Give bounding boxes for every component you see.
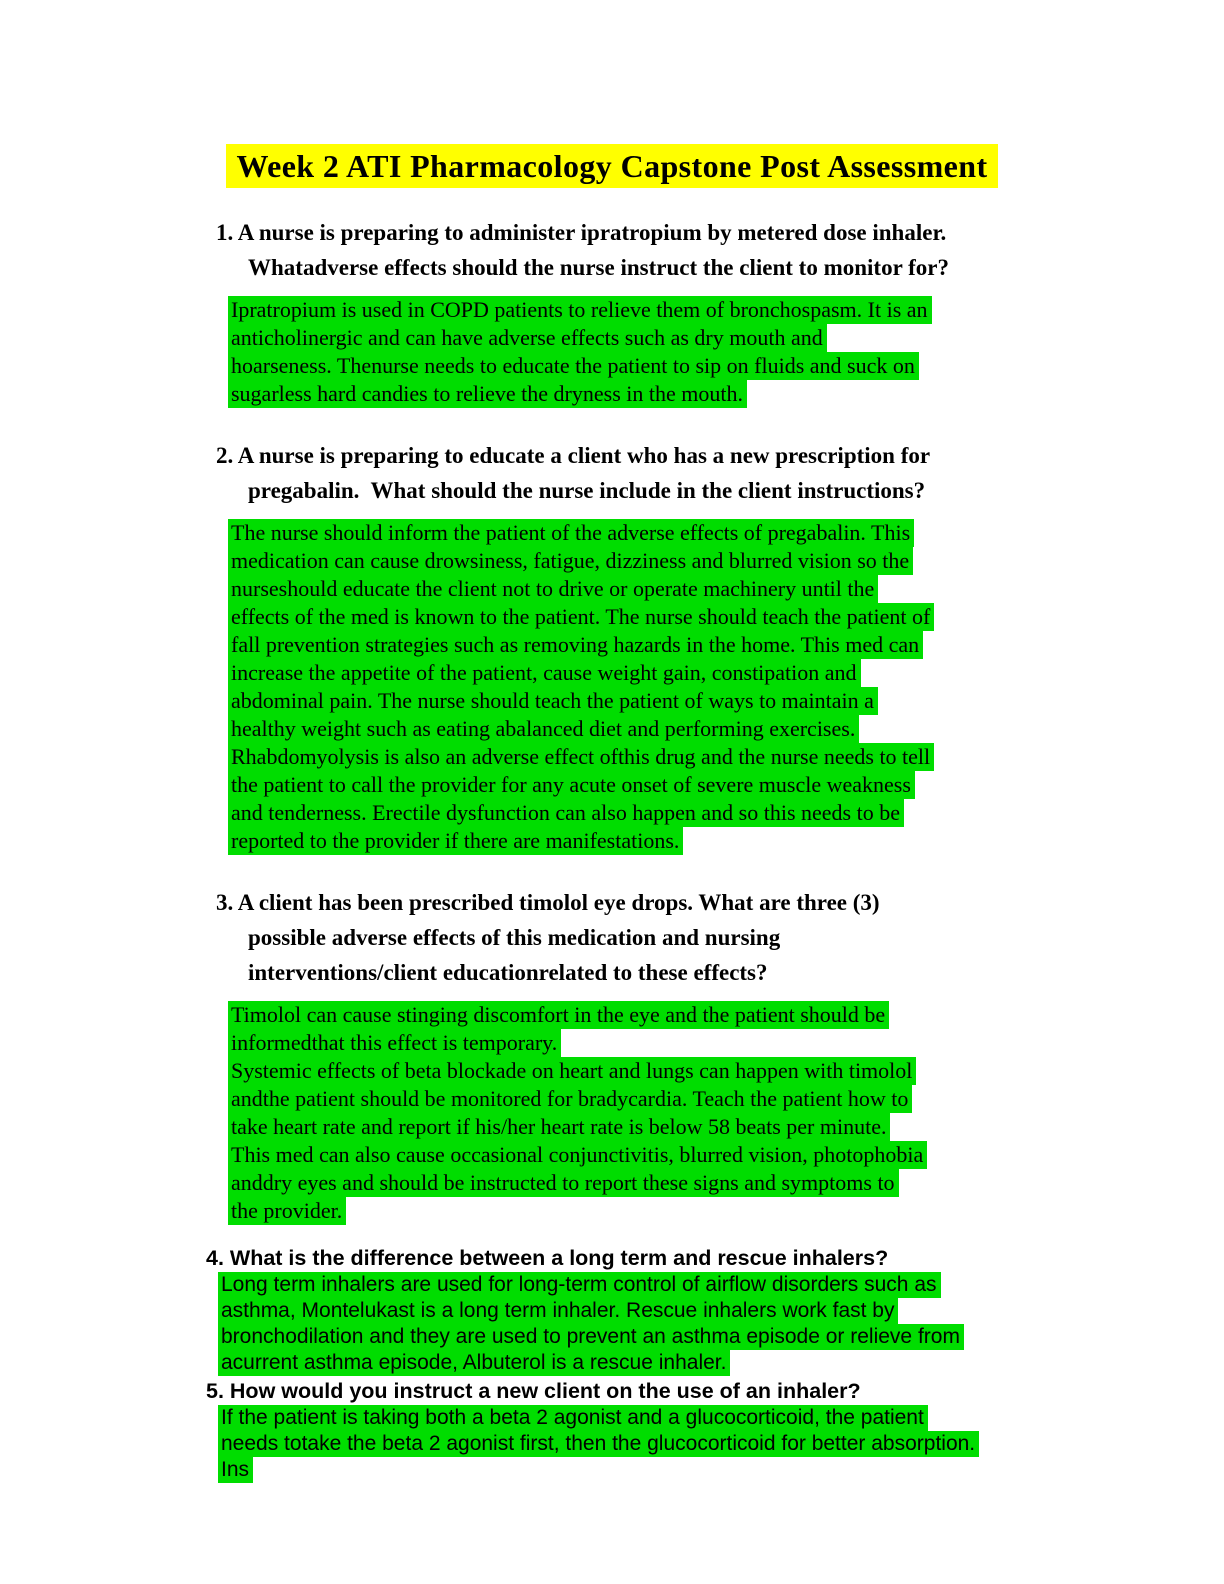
question-line: 4. What is the difference between a long term and rescue inhalers?	[206, 1246, 889, 1270]
answer-line	[218, 1431, 1076, 1457]
answer-line	[228, 1169, 1076, 1197]
answer-line	[228, 324, 1076, 352]
answer-line	[228, 659, 1076, 687]
answer-line	[218, 1298, 1076, 1324]
highlighted-text: Systemic effects of beta blockade on heart and lungs can happen with timolol	[228, 1057, 916, 1085]
highlighted-text: informedthat this effect is temporary.	[228, 1029, 561, 1057]
answer-line	[218, 1350, 1076, 1376]
answer-line	[228, 1141, 1076, 1169]
highlighted-text: needs totake the beta 2 agonist first, then the glucocorticoid for better absorption.	[218, 1431, 979, 1457]
answer-line	[218, 1324, 1076, 1350]
highlighted-text: abdominal pain. The nurse should teach the patient of ways to maintain a	[228, 687, 878, 715]
answer-line	[218, 1405, 1076, 1431]
highlighted-text: acurrent asthma episode, Albuterol is a rescue inhaler.	[218, 1350, 730, 1376]
highlighted-text: sugarless hard candies to relieve the dryness in the mouth.	[228, 380, 747, 408]
answer-line	[228, 827, 1076, 855]
question-line: 3. A client has been prescribed timolol eye drops. What are three (3)	[216, 890, 880, 915]
answer-q1	[228, 296, 1076, 408]
answer-line	[228, 799, 1076, 827]
highlighted-text: Long term inhalers are used for long-term control of airflow disorders such as	[218, 1272, 941, 1298]
highlighted-text: medication can cause drowsiness, fatigue, dizziness and blurred vision so the	[228, 547, 913, 575]
highlighted-text: Timolol can cause stinging discomfort in the eye and the patient should be	[228, 1001, 889, 1029]
highlighted-text: the provider.	[228, 1197, 346, 1225]
highlighted-text: effects of the med is known to the patient. The nurse should teach the patient of	[228, 603, 934, 631]
highlighted-text: If the patient is taking both a beta 2 agonist and a glucocorticoid, the patient	[218, 1405, 928, 1431]
highlighted-text: take heart rate and report if his/her heart rate is below 58 beats per minute.	[228, 1113, 890, 1141]
answer-q3	[228, 1001, 1076, 1225]
highlighted-text: andthe patient should be monitored for bradycardia. Teach the patient how to	[228, 1085, 912, 1113]
question-q2	[216, 438, 1076, 508]
section-q1	[216, 215, 1076, 408]
answer-line	[228, 1085, 1076, 1113]
answer-line	[228, 1113, 1076, 1141]
section-q3	[216, 885, 1076, 1225]
answer-line	[228, 352, 1076, 380]
answer-line	[228, 1057, 1076, 1085]
answer-paragraph	[228, 519, 1076, 855]
qa-sections	[206, 215, 1076, 1483]
answer-line	[228, 715, 1076, 743]
question-line: 1. A nurse is preparing to administer ipratropium by metered dose inhaler.	[216, 220, 947, 245]
question-line: possible adverse effects of this medication and nursing	[248, 925, 781, 950]
question-line: 5. How would you instruct a new client on the use of an inhaler?	[206, 1379, 861, 1403]
answer-line	[228, 603, 1076, 631]
highlighted-text: anddry eyes and should be instructed to report these signs and symptoms to	[228, 1169, 899, 1197]
highlighted-text: fall prevention strategies such as removing hazards in the home. This med can	[228, 631, 923, 659]
answer-line	[218, 1457, 1076, 1483]
question-line: interventions/client educationrelated to these effects?	[248, 960, 768, 985]
highlighted-text: hoarseness. Thenurse needs to educate the patient to sip on fluids and suck on	[228, 352, 919, 380]
highlighted-text: the patient to call the provider for any acute onset of severe muscle weakness	[228, 771, 915, 799]
answer-line	[228, 1001, 1076, 1029]
highlighted-text: anticholinergic and can have adverse effects such as dry mouth and	[228, 324, 827, 352]
question-line: 2. A nurse is preparing to educate a client who has a new prescription for	[216, 443, 931, 468]
answer-line	[228, 771, 1076, 799]
highlighted-text: Ipratropium is used in COPD patients to relieve them of bronchospasm. It is an	[228, 296, 932, 324]
question-q1	[216, 215, 1076, 285]
answer-paragraph	[228, 1057, 1076, 1225]
answer-line	[228, 1197, 1076, 1225]
answer-line	[228, 547, 1076, 575]
highlighted-text: and tenderness. Erectile dysfunction can also happen and so this needs to be	[228, 799, 904, 827]
title-block	[0, 0, 1224, 188]
highlighted-text: Ins	[218, 1457, 253, 1483]
highlighted-text: asthma, Montelukast is a long term inhaler. Rescue inhalers work fast by	[218, 1298, 898, 1324]
answer-line	[228, 631, 1076, 659]
question-line: Whatadverse effects should the nurse instruct the client to monitor for?	[248, 255, 949, 280]
answer-line	[228, 519, 1076, 547]
section-q2	[216, 438, 1076, 855]
highlighted-text: increase the appetite of the patient, cause weight gain, constipation and	[228, 659, 861, 687]
question-line: pregabalin. What should the nurse include in the client instructions?	[248, 478, 926, 503]
answer-q5	[218, 1405, 1076, 1483]
question-q5	[206, 1378, 1076, 1404]
highlighted-text: bronchodilation and they are used to prevent an asthma episode or relieve from	[218, 1324, 964, 1350]
question-q4	[206, 1245, 1076, 1271]
highlighted-text: Rhabdomyolysis is also an adverse effect ofthis drug and the nurse needs to tell	[228, 743, 934, 771]
answer-paragraph	[228, 1001, 1076, 1057]
answer-q4	[218, 1272, 1076, 1376]
answer-q2	[228, 519, 1076, 855]
answer-line	[228, 743, 1076, 771]
highlighted-text: healthy weight such as eating abalanced diet and performing exercises.	[228, 715, 859, 743]
highlighted-text: This med can also cause occasional conjunctivitis, blurred vision, photophobia	[228, 1141, 927, 1169]
answer-line	[228, 575, 1076, 603]
answer-line	[228, 380, 1076, 408]
section-q4	[206, 1245, 1076, 1376]
highlighted-text: nurseshould educate the client not to drive or operate machinery until the	[228, 575, 878, 603]
answer-paragraph	[218, 1405, 1076, 1483]
section-q5	[206, 1378, 1076, 1483]
answer-paragraph	[218, 1272, 1076, 1376]
highlighted-text: reported to the provider if there are manifestations.	[228, 827, 683, 855]
answer-line	[228, 687, 1076, 715]
answer-line	[218, 1272, 1076, 1298]
answer-line	[228, 296, 1076, 324]
question-q3	[216, 885, 1076, 990]
document-title: Week 2 ATI Pharmacology Capstone Post Assessment	[226, 144, 997, 188]
highlighted-text: The nurse should inform the patient of the adverse effects of pregabalin. This	[228, 519, 914, 547]
answer-paragraph	[228, 296, 1076, 408]
answer-line	[228, 1029, 1076, 1057]
